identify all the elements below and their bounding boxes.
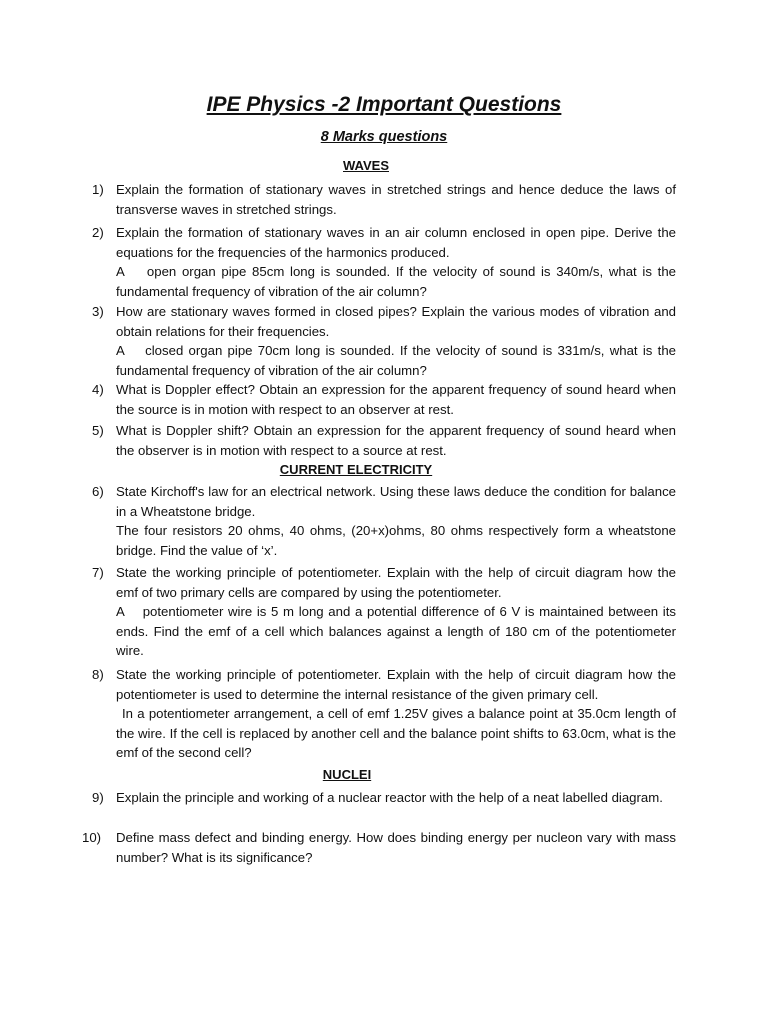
question-problem: A closed organ pipe 70cm long is sounded. If the velocity of sound is 331m/s, what is the fundamental frequency of vibration of the air column? <box>116 343 680 378</box>
question-text: Explain the principle and working of a nuclear reactor with the help of a neat labelled diagram. <box>116 790 663 805</box>
question-number: 10) <box>82 830 102 845</box>
question-text: How are stationary waves formed in closed pipes? Explain the various modes of vibration and obtain relations for their frequencies. <box>116 304 676 339</box>
question-problem: A potentiometer wire is 5 m long and a potential difference of 6 V is maintained between its ends. Find the emf of a cell which balances against a length of 180 cm of the potentiometer wire. <box>116 604 680 658</box>
question-text: Explain the formation of stationary waves in an air column enclosed in open pipe. Derive the equations for the frequencies of the harmonics produced. <box>116 225 676 260</box>
question-number: 3) <box>92 304 104 319</box>
question-text: State the working principle of potentiometer. Explain with the help of circuit diagram how the potentiometer is used to determine the internal resistance of the given primary cell. <box>116 667 676 702</box>
question-text: What is Doppler effect? Obtain an expression for the apparent frequency of sound heard when the source is in motion with respect to an observer at rest. <box>116 382 676 417</box>
question-item <box>92 380 676 419</box>
question-item <box>92 563 680 661</box>
question-problem: A open organ pipe 85cm long is sounded. If the velocity of sound is 340m/s, what is the fundamental frequency of vibration of the air column? <box>116 264 680 299</box>
question-number: 5) <box>92 423 104 438</box>
question-number: 4) <box>92 382 104 397</box>
page-title: IPE Physics -2 Important Questions <box>206 93 562 116</box>
section-heading-waves: WAVES <box>343 158 389 173</box>
question-item <box>92 302 680 380</box>
question-number: 6) <box>92 484 104 499</box>
question-item <box>92 788 676 808</box>
question-item <box>92 223 680 301</box>
question-number: 2) <box>92 225 104 240</box>
question-number: 8) <box>92 667 104 682</box>
question-item <box>92 482 676 560</box>
page-subtitle: 8 Marks questions <box>320 129 448 145</box>
question-text: Explain the formation of stationary waves in stretched strings and hence deduce the laws of transverse waves in stretched strings. <box>116 182 676 217</box>
question-text: What is Doppler shift? Obtain an expression for the apparent frequency of sound heard when the observer is in motion with respect to a source at rest. <box>116 423 676 458</box>
question-item <box>82 828 676 867</box>
question-item <box>92 180 676 219</box>
question-item <box>92 665 676 763</box>
question-problem: The four resistors 20 ohms, 40 ohms, (20+x)ohms, 80 ohms respectively form a wheatstone bridge. Find the value of ‘x’. <box>116 523 676 558</box>
question-text: Define mass defect and binding energy. How does binding energy per nucleon vary with mass number? What is its significance? <box>116 830 676 865</box>
section-heading-current-electricity: CURRENT ELECTRICITY <box>279 462 433 477</box>
question-number: 9) <box>92 790 104 805</box>
question-text: State the working principle of potentiometer. Explain with the help of circuit diagram how the emf of two primary cells are compared by using the potentiometer. <box>116 565 676 600</box>
question-number: 7) <box>92 565 104 580</box>
question-item <box>92 421 676 460</box>
question-problem: In a potentiometer arrangement, a cell of emf 1.25V gives a balance point at 35.0cm length of the wire. If the cell is replaced by another cell and the balance point shifts to 63.0cm, what is the emf of the second cell? <box>116 706 676 760</box>
question-text: State Kirchoff's law for an electrical network. Using these laws deduce the condition for balance in a Wheatstone bridge. <box>116 484 676 519</box>
question-number: 1) <box>92 182 104 197</box>
section-heading-nuclei: NUCLEI <box>322 767 372 782</box>
